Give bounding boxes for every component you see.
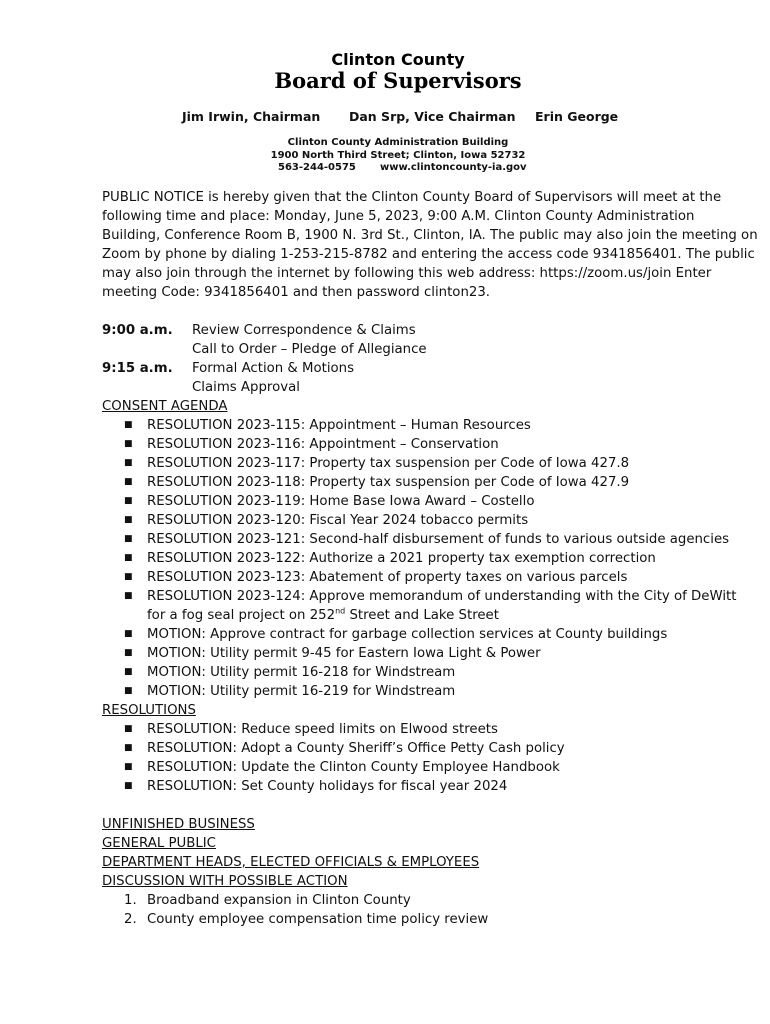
list-item: ■ RESOLUTION 2023-118: Property tax suspension per Code of Iowa 427.9 [124, 475, 630, 490]
list-item: ■ RESOLUTION 2023-119: Home Base Iowa Award – Costello [124, 494, 535, 509]
bullet-icon: ■ [124, 667, 133, 677]
list-item-continuation: for a fog seal project on 252nd Street and Lake Street [147, 606, 499, 623]
bullet-icon: ■ [124, 648, 133, 658]
list-item: ■ RESOLUTION: Set County holidays for fiscal year 2024 [124, 779, 508, 794]
county-name: Clinton County [331, 50, 465, 69]
vice-chairman: Dan Srp, Vice Chairman [349, 109, 516, 124]
notice-line: following time and place: Monday, June 5, 2023, 9:00 A.M. Clinton County Administration [102, 209, 695, 224]
bullet-icon: ■ [124, 629, 133, 639]
schedule-item: Claims Approval [192, 380, 300, 395]
list-item: ■ RESOLUTION 2023-124: Approve memorandum of understanding with the City of DeWitt [124, 589, 737, 604]
schedule-item: Call to Order – Pledge of Allegiance [192, 342, 427, 357]
numbered-item: 1. Broadband expansion in Clinton County [124, 893, 411, 908]
list-item: ■ RESOLUTION 2023-116: Appointment – Conservation [124, 437, 499, 452]
street-address: 1900 North Third Street; Clinton, Iowa 52732 [270, 150, 526, 161]
list-item: ■ RESOLUTION 2023-117: Property tax suspension per Code of Iowa 427.8 [124, 456, 630, 471]
schedule-item: Formal Action & Motions [192, 361, 355, 376]
numbered-item: 2. County employee compensation time policy review [124, 912, 489, 927]
discussion-heading: DISCUSSION WITH POSSIBLE ACTION [102, 874, 348, 889]
bullet-icon: ■ [124, 743, 133, 753]
bullet-icon: ■ [124, 515, 133, 525]
bullet-icon: ■ [124, 477, 133, 487]
bullet-icon: ■ [124, 572, 133, 582]
notice-line: meeting Code: 9341856401 and then password clinton23. [102, 285, 491, 300]
phone-number: 563-244-0575 [278, 162, 356, 173]
time-slot-1: 9:00 a.m. [102, 323, 173, 338]
notice-line: may also join through the internet by following this web address: https://zoom.us/join Enter [102, 266, 712, 281]
bullet-icon: ■ [124, 686, 133, 696]
supervisor: Erin George [535, 109, 619, 124]
bullet-icon: ■ [124, 553, 133, 563]
general-public-heading: GENERAL PUBLIC [102, 836, 216, 851]
list-item: ■ RESOLUTION: Update the Clinton County Employee Handbook [124, 760, 560, 775]
bullet-icon: ■ [124, 534, 133, 544]
bullet-icon: ■ [124, 781, 133, 791]
list-item: ■ MOTION: Approve contract for garbage collection services at County buildings [124, 627, 668, 642]
list-item: ■ MOTION: Utility permit 16-218 for Windstream [124, 665, 456, 680]
bullet-icon: ■ [124, 496, 133, 506]
bullet-icon: ■ [124, 458, 133, 468]
time-slot-2: 9:15 a.m. [102, 361, 173, 376]
list-item: ■ RESOLUTION: Reduce speed limits on Elwood streets [124, 722, 498, 737]
board-title: Board of Supervisors [274, 68, 522, 93]
bullet-icon: ■ [124, 591, 133, 601]
building-name: Clinton County Administration Building [287, 137, 509, 148]
bullet-icon: ■ [124, 439, 133, 449]
schedule-item: Review Correspondence & Claims [192, 323, 416, 338]
unfinished-business-heading: UNFINISHED BUSINESS [102, 817, 255, 832]
list-item: ■ RESOLUTION 2023-121: Second-half disbursement of funds to various outside agencies [124, 532, 730, 547]
bullet-icon: ■ [124, 420, 133, 430]
notice-line: Building, Conference Room B, 1900 N. 3rd St., Clinton, IA. The public may also join the meeting on [102, 228, 758, 243]
notice-line: Zoom by phone by dialing 1-253-215-8782 and entering the access code 9341856401. The public [102, 247, 755, 262]
notice-line: PUBLIC NOTICE is hereby given that the Clinton County Board of Supervisors will meet at the [102, 190, 722, 205]
list-item: ■ MOTION: Utility permit 9-45 for Eastern Iowa Light & Power [124, 646, 541, 661]
list-item: ■ RESOLUTION 2023-123: Abatement of property taxes on various parcels [124, 570, 628, 585]
list-item: ■ RESOLUTION 2023-122: Authorize a 2021 property tax exemption correction [124, 551, 656, 566]
department-heads-heading: DEPARTMENT HEADS, ELECTED OFFICIALS & EMPLOYEES [102, 855, 480, 870]
resolutions-heading: RESOLUTIONS [102, 703, 196, 718]
list-item: ■ RESOLUTION 2023-115: Appointment – Human Resources [124, 418, 531, 433]
list-item: ■ RESOLUTION: Adopt a County Sheriff’s Office Petty Cash policy [124, 741, 565, 756]
consent-agenda-heading: CONSENT AGENDA [102, 399, 228, 414]
list-item: ■ RESOLUTION 2023-120: Fiscal Year 2024 tobacco permits [124, 513, 529, 528]
list-item: ■ MOTION: Utility permit 16-219 for Windstream [124, 684, 456, 699]
public-notice [102, 188, 758, 302]
chairman: Jim Irwin, Chairman [182, 109, 321, 124]
bullet-icon: ■ [124, 762, 133, 772]
bullet-icon: ■ [124, 724, 133, 734]
website-link[interactable]: www.clintoncounty-ia.gov [380, 162, 527, 173]
